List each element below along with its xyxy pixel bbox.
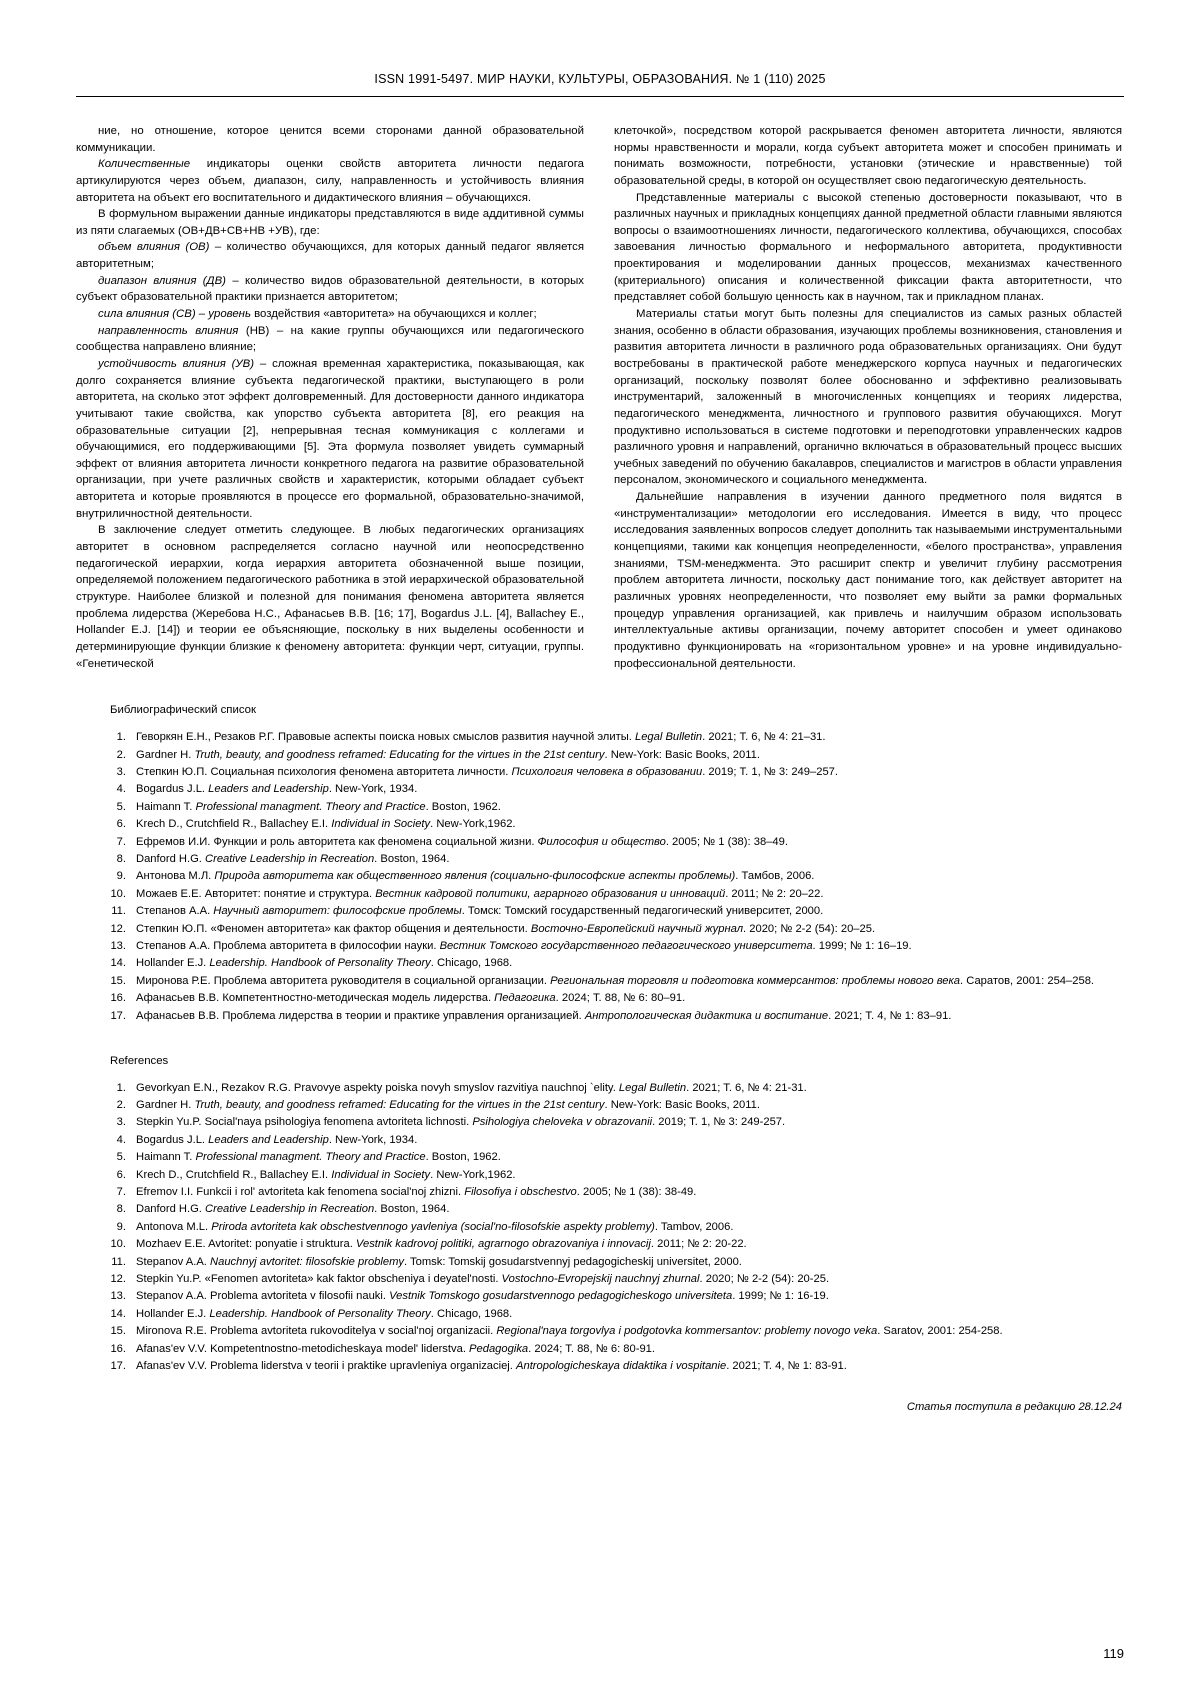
reference-number: 3. — [116, 1116, 126, 1129]
reference-item — [110, 869, 1124, 885]
reference-number: 12. — [110, 1273, 126, 1286]
paragraph: В формульном выражении данные индикаторы представляются в виде аддитивной суммы из пяти слагаемых (ОВ+ДВ+СВ+НВ +УВ), где: — [76, 208, 584, 237]
reference-number: 2. — [116, 1098, 126, 1111]
reference-text: Danford H.G. Creative Leadership in Recreation. Boston, 1964. — [136, 1203, 450, 1216]
reference-text: Афанасьев В.В. Проблема лидерства в теории и практике управления организацией. Антропологическая дидактика и воспитание. 2021; Т. 4, № 1: 83–91. — [136, 1009, 952, 1022]
reference-item — [110, 1081, 1124, 1097]
reference-item — [110, 904, 1124, 920]
reference-item — [110, 956, 1124, 972]
reference-text: Stepkin Yu.P. «Fenomen avtoriteta» kak faktor obscheniya i deyatel'nosti. Vostochno-Evropejskij nauchnyj zhurnal. 2020; № 2-2 (54): 20-25. — [136, 1273, 830, 1286]
reference-number: 9. — [116, 1220, 126, 1233]
reference-text: Hollander E.J. Leadership. Handbook of Personality Theory. Chicago, 1968. — [136, 1307, 513, 1320]
reference-number: 5. — [116, 800, 126, 813]
reference-item — [110, 748, 1124, 764]
paragraph: сила влияния (СВ) – уровень воздействия «авторитета» на обучающихся и коллег; — [98, 308, 537, 321]
reference-number: 13. — [110, 1290, 126, 1303]
reference-item — [110, 1009, 1124, 1025]
reference-item — [110, 1185, 1124, 1201]
reference-number: 11. — [111, 1255, 126, 1268]
reference-text: Gardner H. Truth, beauty, and goodness reframed: Educating for the virtues in the 21st century. New-York: Basic Books, 2011. — [136, 1098, 760, 1111]
reference-item — [110, 817, 1124, 833]
reference-item — [110, 1255, 1124, 1271]
reference-number: 5. — [116, 1151, 126, 1164]
reference-item — [110, 1150, 1124, 1166]
reference-number: 13. — [110, 940, 126, 953]
paragraph: направленность влияния (НВ) – на какие группы обучающихся или педагогического сообщества направлено влияние; — [76, 324, 584, 354]
reference-number: 15. — [110, 974, 126, 987]
reference-text: Антонова М.Л. Природа авторитета как общественного явления (социально-философские аспекты проблемы). Тамбов, 2006. — [136, 870, 815, 883]
reference-text: Миронова Р.Е. Проблема авторитета руководителя в социальной организации. Региональная торговля и подготовка коммерсантов: проблемы нового века. Саратов, 2001: 254–258. — [136, 974, 1095, 987]
reference-number: 7. — [116, 1185, 126, 1198]
reference-number: 6. — [116, 1168, 126, 1181]
reference-item — [110, 852, 1124, 868]
reference-item — [110, 974, 1124, 990]
reference-item — [110, 1342, 1124, 1358]
references-list — [110, 1081, 1124, 1375]
reference-item — [110, 730, 1124, 746]
reference-number: 10. — [110, 1238, 126, 1251]
reference-item — [110, 887, 1124, 903]
reference-number: 11. — [111, 905, 126, 918]
reference-item — [110, 1202, 1124, 1218]
paragraph: ние, но отношение, которое ценится всеми сторонами данной образовательной коммуникации. — [76, 125, 584, 154]
reference-text: Danford H.G. Creative Leadership in Recreation. Boston, 1964. — [136, 852, 450, 865]
reference-text: Stepanov A.A. Nauchnyj avtoritet: filosofskie problemy. Tomsk: Tomskij gosudarstvennyj pedagogicheskij universitet, 2000. — [136, 1255, 742, 1268]
reference-text: Степкин Ю.П. «Феномен авторитета» как фактор общения и деятельности. Восточно-Европейский научный журнал. 2020; № 2-2 (54): 20–25. — [136, 922, 876, 935]
reference-item — [110, 800, 1124, 816]
reference-number: 10. — [110, 887, 126, 900]
reference-item — [110, 1237, 1124, 1253]
reference-item — [110, 782, 1124, 798]
paragraph: объем влияния (ОВ) – количество обучающихся, для которых данный педагог является авторитетным; — [76, 241, 584, 271]
reference-text: Геворкян Е.Н., Резаков Р.Г. Правовые аспекты поиска новых смыслов развития научной элиты. Legal Bulletin. 2021; Т. 6, № 4: 21–31. — [136, 731, 826, 744]
reference-number: 6. — [116, 818, 126, 831]
reference-number: 15. — [110, 1325, 126, 1338]
reference-number: 16. — [110, 1342, 126, 1355]
reference-item — [110, 1098, 1124, 1114]
running-head: ISSN 1991-5497. МИР НАУКИ, КУЛЬТУРЫ, ОБРАЗОВАНИЯ. № 1 (110) 2025 — [76, 72, 1124, 97]
reference-number: 4. — [116, 1133, 126, 1146]
paragraph: В заключение следует отметить следующее. В любых педагогических организациях авторитет в основном распределяется согласно научной или неопосредственно педагогической иерархии, когда иерархия авторитета обозначенной выше позиции, определяемой положением педагогического работника в этой иерархической образовательной структуре. Наиболее близкой и полезной для понимания феномена авторитета является проблема лидерства (Жеребова Н.С., Афанасьев В.В. [16; 17], Bogardus J.L. [4], Ballachey E., Hollander E.J. [14]) и теории ее объясняющие, поскольку в них выделены особенности и детерминирующие функции близкие к феномену авторитета: функции черт, ситуации, группы. «Генетической — [76, 524, 584, 670]
reference-text: Gardner H. Truth, beauty, and goodness reframed: Educating for the virtues in the 21st century. New-York: Basic Books, 2011. — [136, 748, 760, 761]
reference-number: 2. — [116, 748, 126, 761]
reference-text: Степанов А.А. Научный авторитет: философские проблемы. Томск: Томский государственный педагогический университет, 2000. — [136, 905, 824, 918]
reference-text: Haimann T. Professional managment. Theory and Practice. Boston, 1962. — [136, 1151, 501, 1164]
right-column — [614, 123, 1122, 672]
reference-number: 4. — [116, 783, 126, 796]
references-title: References — [110, 1054, 169, 1067]
reference-text: Antonova M.L. Priroda avtoriteta kak obschestvennogo yavleniya (social'no-filosofskie aspekty problemy). Tambov, 2006. — [136, 1220, 734, 1233]
paragraph: устойчивость влияния (УВ) – сложная временная характеристика, показывающая, как долго сохраняется влияние субъекта педагогической практики, выступающего в роли авторитета, на сколько этот эффект долговременный. Для достоверности данного индикатора учитывают такие свойства, как упорство субъекта авторитета [8], его реакция на образовательные ситуации [2], непрерывная тесная коммуникация с коллегами и обучающимися, его поддерживающими [5]. Эта формула позволяет увидеть суммарный эффект от влияния авторитета личности конкретного педагога на развитие образовательной организации, при учете различных свойств и характеристик, которыми обладает субъект авторитета и которые проявляются в процессе его формальной, образовательно-значимой, внутриличностной деятельности. — [76, 357, 584, 520]
reference-number: 1. — [116, 731, 126, 744]
reference-text: Степкин Ю.П. Социальная психология феномена авторитета личности. Психология человека в образовании. 2019; Т. 1, № 3: 249–257. — [136, 765, 838, 778]
reference-text: Haimann T. Professional managment. Theory and Practice. Boston, 1962. — [136, 800, 501, 813]
reference-number: 17. — [110, 1360, 126, 1373]
received-date: Статья поступила в редакцию 28.12.24 — [906, 1400, 1122, 1413]
reference-item — [110, 1272, 1124, 1288]
reference-item — [110, 1220, 1124, 1236]
reference-item — [110, 1133, 1124, 1149]
reference-item — [110, 991, 1124, 1007]
reference-number: 7. — [116, 835, 126, 848]
bibliography-list — [110, 730, 1124, 1024]
reference-text: Mironova R.E. Problema avtoriteta rukovoditelya v social'noj organizacii. Regional'naya torgovlya i podgotovka kommersantov: problemy novogo veka. Saratov, 2001: 254-258. — [136, 1325, 1003, 1338]
reference-number: 8. — [116, 1203, 126, 1216]
reference-text: Степанов А.А. Проблема авторитета в философии науки. Вестник Томского государственного педагогического университета. 1999; № 1: 16–19. — [136, 940, 912, 953]
reference-text: Bogardus J.L. Leaders and Leadership. New-York, 1934. — [136, 1133, 418, 1146]
reference-number: 1. — [116, 1081, 126, 1094]
reference-number: 3. — [116, 765, 126, 778]
reference-number: 16. — [110, 992, 126, 1005]
reference-text: Krech D., Crutchfield R., Ballachey E.I. Individual in Society. New-York,1962. — [136, 1168, 516, 1181]
reference-text: Афанасьев В.В. Компетентностно-методическая модель лидерства. Педагогика. 2024; Т. 88, № 6: 80–91. — [136, 992, 686, 1005]
paragraph: Дальнейшие направления в изучении данного предметного поля видятся в «инструментализации» методологии его исследования. Имеется в виду, что процесс исследования заявленных вопросов следует дополнить так называемыми инструментальными концепциями, такими как концепция неопределенности, «белого пространства», управления знаниями, TSM-менеджмента. Это расширит спектр и увеличит глубину рассмотрения проблем авторитета личности, поскольку даст понимание того, как действует авторитет на различных уровнях неопределенности, что позволяет ему выйти за рамки формальных процедур управления организацией, как привлечь и наилучшим образом использовать интеллектуальные активы организации, почему авторитет способен и умеет одинаково продуктивно функционировать на «горизонтальном уровне» и на уровне индивидуально-профессиональной деятельности. — [614, 491, 1122, 670]
reference-item — [110, 765, 1124, 781]
reference-number: 8. — [116, 852, 126, 865]
reference-item — [110, 1324, 1124, 1340]
reference-text: Mozhaev E.E. Avtoritet: ponyatie i struktura. Vestnik kadrovoj politiki, agrarnogo obrazovaniya i innovacij. 2011; № 2: 20-22. — [136, 1238, 747, 1251]
reference-number: 12. — [110, 922, 126, 935]
reference-item — [110, 1359, 1124, 1375]
reference-number: 14. — [110, 957, 126, 970]
left-column — [76, 123, 584, 672]
paragraph: Представленные материалы с высокой степенью достоверности показывают, что в различных научных и прикладных концепциях данной предметной области главными являются вопросы о взаимоотношениях личности, педагогического коллектива, обучающихся, способах завоевания личностью формального и неформального авторитета, продуктивности проектирования и моделировании данных процессов, механизмах качественного (критериального) описания и количественной фиксации факта авторитетности, что представляет собой большую ценность как в научном, так и прикладном планах. — [614, 191, 1122, 304]
reference-number: 17. — [110, 1009, 126, 1022]
reference-item — [110, 939, 1124, 955]
reference-text: Stepkin Yu.P. Social'naya psihologiya fenomena avtoriteta lichnosti. Psihologiya cheloveka v obrazovanii. 2019; T. 1, № 3: 249-257. — [136, 1116, 786, 1129]
page-number: 119 — [1103, 1646, 1124, 1661]
reference-text: Efremov I.I. Funkcii i rol' avtoriteta kak fenomena social'noj zhizni. Filosofiya i obschestvo. 2005; № 1 (38): 38-49. — [136, 1185, 697, 1198]
reference-item — [110, 835, 1124, 851]
reference-text: Afanas'ev V.V. Kompetentnostno-metodicheskaya model' liderstva. Pedagogika. 2024; T. 88, № 6: 80-91. — [136, 1342, 656, 1355]
reference-text: Hollander E.J. Leadership. Handbook of Personality Theory. Chicago, 1968. — [136, 957, 513, 970]
reference-text: Можаев Е.Е. Авторитет: понятие и структура. Вестник кадровой политики, аграрного образования и инноваций. 2011; № 2: 20–22. — [136, 887, 824, 900]
paragraph: диапазон влияния (ДВ) – количество видов образовательной деятельности, в которых субъект образовательной практики признается авторитетом; — [76, 274, 585, 304]
reference-number: 9. — [116, 870, 126, 883]
reference-text: Ефремов И.И. Функции и роль авторитета как феномена социальной жизни. Философия и общество. 2005; № 1 (38): 38–49. — [136, 835, 788, 848]
reference-number: 14. — [110, 1307, 126, 1320]
reference-text: Bogardus J.L. Leaders and Leadership. New-York, 1934. — [136, 783, 418, 796]
reference-item — [110, 1115, 1124, 1131]
reference-text: Gevorkyan E.N., Rezakov R.G. Pravovye aspekty poiska novyh smyslov razvitiya nauchnoj `elity. Legal Bulletin. 2021; T. 6, № 4: 21-31. — [136, 1081, 807, 1094]
reference-text: Krech D., Crutchfield R., Ballachey E.I. Individual in Society. New-York,1962. — [136, 818, 516, 831]
reference-text: Afanas'ev V.V. Problema liderstva v teorii i praktike upravleniya organizaciej. Antropologicheskaya didaktika i vospitanie. 2021; T. 4, № 1: 83-91. — [136, 1360, 847, 1373]
two-column-body — [76, 123, 1124, 672]
reference-item — [110, 1307, 1124, 1323]
reference-item — [110, 1168, 1124, 1184]
bibliography-title: Библиографический список — [110, 704, 256, 717]
paragraph: клеточкой», посредством которой раскрывается феномен авторитета личности, являются нормы нравственности и морали, когда субъект авторитета может и способен принимать и понимать возможности, потребности, установки (этические и нравственные) той образовательной среды, в которой он осуществляет свою педагогическую деятельность. — [614, 125, 1122, 187]
paragraph: Материалы статьи могут быть полезны для специалистов из самых разных областей знания, особенно в области образования, изучающих проблемы возникновения, становления и развития авторитета личности в различного рода образовательных организациях. Они будут востребованы в практической работе менеджерского корпуса научных и педагогических организаций, поскольку позволят более обоснованно и эффективно реализовывать инструментарий, заложенный в многочисленных концепциях и теориях лидерства, педагогического менеджмента, личностного и группового развития обучающихся. Могут продуктивно использоваться в системе подготовки и переподготовки управленческих кадров различного уровня и направлений, органично включаться в образовательный процесс высших учебных заведений по обучению бакалавров, специалистов и магистров в области управления персоналом, экономического и социального менеджмента. — [614, 308, 1122, 487]
reference-item — [110, 1289, 1124, 1305]
reference-item — [110, 922, 1124, 938]
paragraph: Количественные индикаторы оценки свойств авторитета личности педагога артикулируются через объем, диапазон, силу, направленность и устойчивость влияния авторитета на объект его воспитательного и дидактического влияния – обучающихся. — [76, 158, 584, 204]
reference-text: Stepanov A.A. Problema avtoriteta v filosofii nauki. Vestnik Tomskogo gosudarstvennogo pedagogicheskogo universiteta. 1999; № 1: 16-19. — [136, 1290, 829, 1303]
